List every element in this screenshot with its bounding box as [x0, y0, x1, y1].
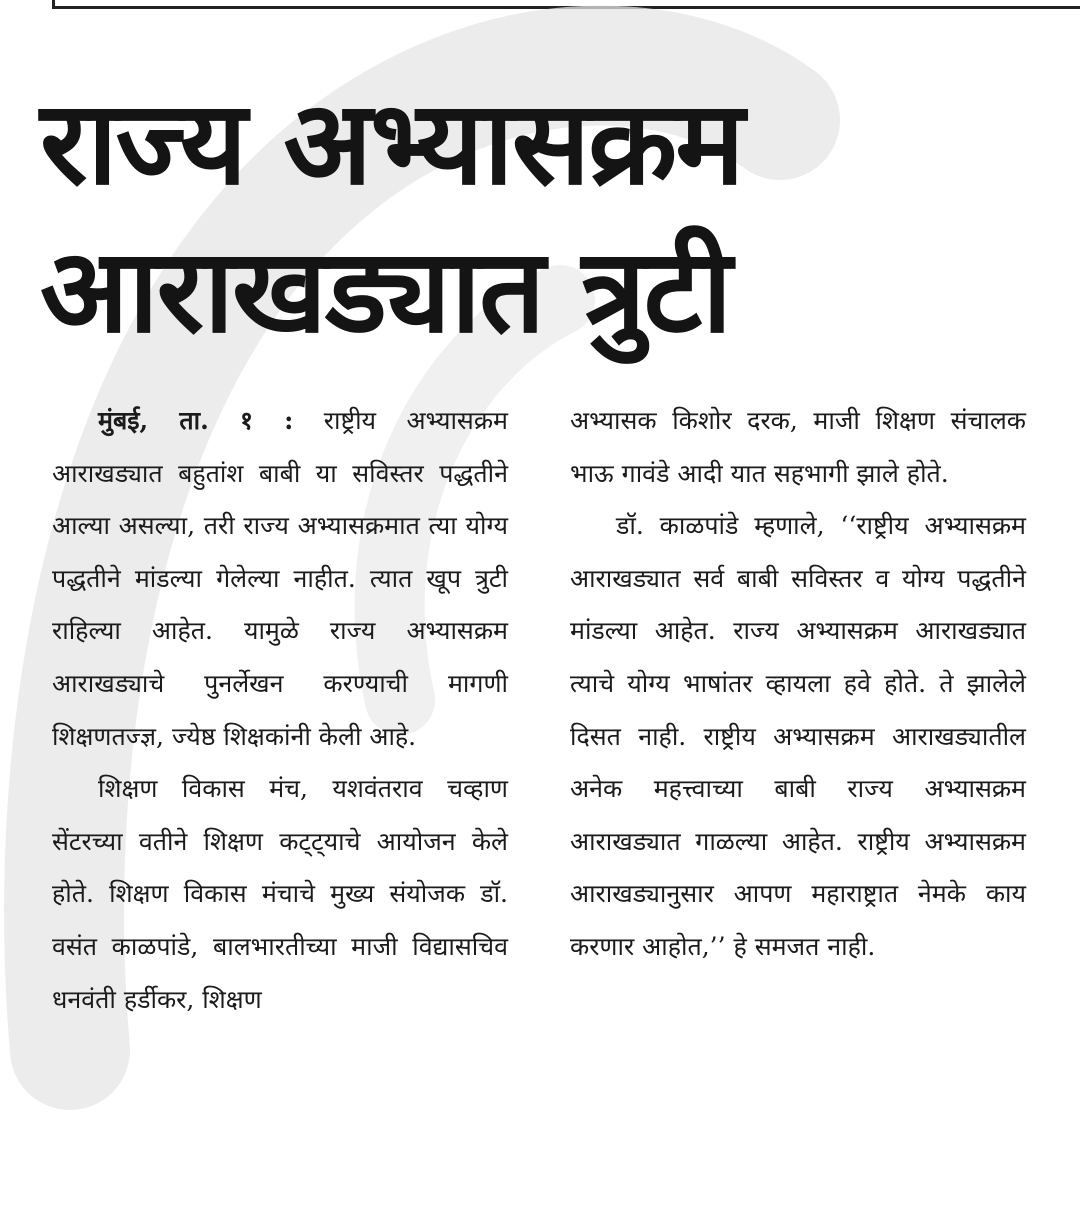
- paragraph: [52, 395, 508, 763]
- paragraph: अभ्यासक किशोर दरक, माजी शिक्षण संचालक भाऊ गावंडे आदी यात सहभागी झाले होते.: [570, 406, 1026, 488]
- headline: [40, 70, 860, 366]
- dateline: मुंबई, ता. १ :: [98, 406, 294, 435]
- headline-line-2: आराखड्यात त्रुटी: [40, 224, 731, 359]
- paragraph: शिक्षण विकास मंच, यशवंतराव चव्हाण सेंटरच्या वतीने शिक्षण कट्ट्याचे आयोजन केले होते. शिक्षण विकास मंचाचे मुख्य संयोजक डॉ. वसंत काळपांडे, बालभारतीच्या माजी विद्यासचिव धनवंती हर्डीकर, शिक्षण: [52, 774, 508, 1014]
- top-border-rule: [52, 0, 1080, 9]
- paragraph-text: राष्ट्रीय अभ्यासक्रम आराखड्यात बहुतांश बाबी या सविस्तर पद्धतीने आल्या असल्या, तरी राज्य अभ्यासक्रमात त्या योग्य पद्धतीने मांडल्या गेलेल्या नाहीत. त्यात खूप त्रुटी राहिल्या आहेत. यामुळे राज्य अभ्यासक्रम आराखड्याचे पुनर्लेखन करण्याची मागणी शिक्षणतज्ज्ञ, ज्येष्ठ शिक्षकांनी केली आहे.: [52, 406, 508, 751]
- article-column-left: [52, 395, 508, 1026]
- headline-line-1: राज्य अभ्यासक्रम: [40, 76, 743, 211]
- article-column-right: [570, 395, 1026, 974]
- paragraph: डॉ. काळपांडे म्हणाले, ‘‘राष्ट्रीय अभ्यासक्रम आराखड्यात सर्व बाबी सविस्तर व योग्य पद्धतीने मांडल्या आहेत. राज्य अभ्यासक्रम आराखड्यात त्याचे योग्य भाषांतर व्हायला हवे होते. ते झालेले दिसत नाही. राष्ट्रीय अभ्यासक्रम आराखड्यातील अनेक महत्त्वाच्या बाबी राज्य अभ्यासक्रम आराखड्यात गाळल्या आहेत. राष्ट्रीय अभ्यासक्रम आराखड्यानुसार आपण महाराष्ट्रात नेमके काय करणार आहोत,’’ हे समजत नाही.: [570, 511, 1026, 961]
